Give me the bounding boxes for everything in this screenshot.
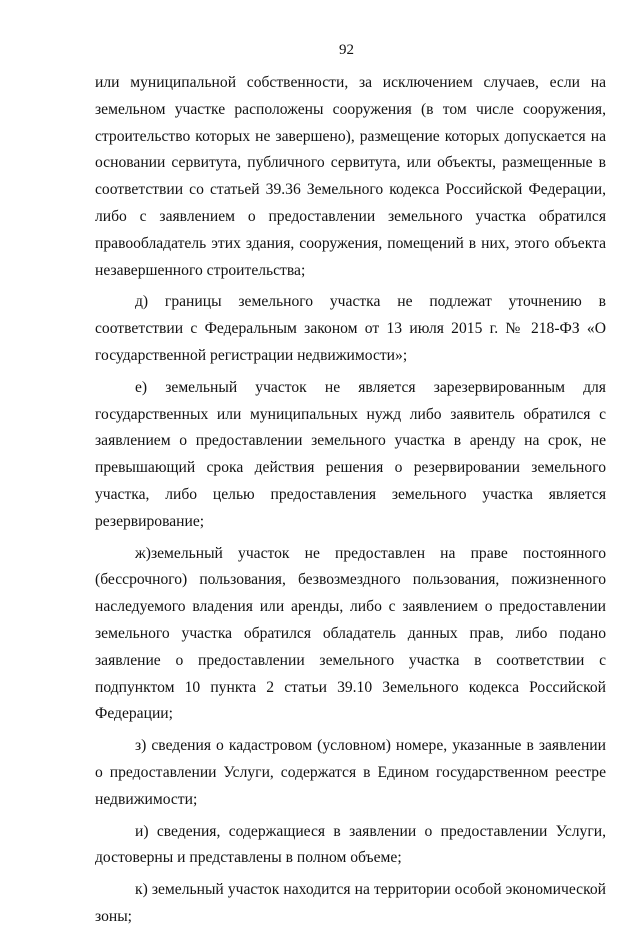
paragraph-item-d: д) границы земельного участка не подлежат уточнению в соответствии с Федеральным законом от 13 июля 2015 г. № 218-ФЗ «О государственной регистрации недвижимости»; (95, 293, 606, 364)
document-body (95, 70, 606, 931)
paragraph-item-z: з) сведения о кадастровом (условном) номере, указанные в заявлении о предоставлении Услуги, содержатся в Едином государственном реестре недвижимости; (95, 737, 606, 808)
paragraph-item-k: к) земельный участок находится на территории особой экономической зоны; (95, 881, 606, 925)
paragraph-continuation: или муниципальной собственности, за исключением случаев, если на земельном участке расположены сооружения (в том числе сооружения, строительство которых не завершено), размещение которых допускается на основании сервитута, публичного сервитута, или объекты, размещенные в соответствии со статьей 39.36 Земельного кодекса Российской Федерации, либо с заявлением о предоставлении земельного участка обратился правообладатель этих здания, сооружения, помещений в них, этого объекта незавершенного строительства; (95, 74, 606, 279)
paragraph-item-i: и) сведения, содержащиеся в заявлении о предоставлении Услуги, достоверны и представлены в полном объеме; (95, 822, 606, 867)
paragraph-item-e: е) земельный участок не является зарезервированным для государственных или муниципальных нужд либо заявитель обратился с заявлением о предоставлении земельного участка в аренду на срок, не превышающий срока действия решения о резервировании земельного участка, либо целью предоставления земельного участка является резервирование; (95, 378, 606, 530)
paragraph-item-zh: ж)земельный участок не предоставлен на праве постоянного (бессрочного) пользования, безвозмездного пользования, пожизненного наследуемого владения или аренды, либо с заявлением о предоставлении земельного участка обратился обладатель данных прав, либо подано заявление о предоставлении земельного участка в соответствии с подпунктом 10 пункта 2 статьи 39.10 Земельного кодекса Российской Федерации; (95, 544, 606, 723)
page-number: 92 (339, 42, 354, 58)
